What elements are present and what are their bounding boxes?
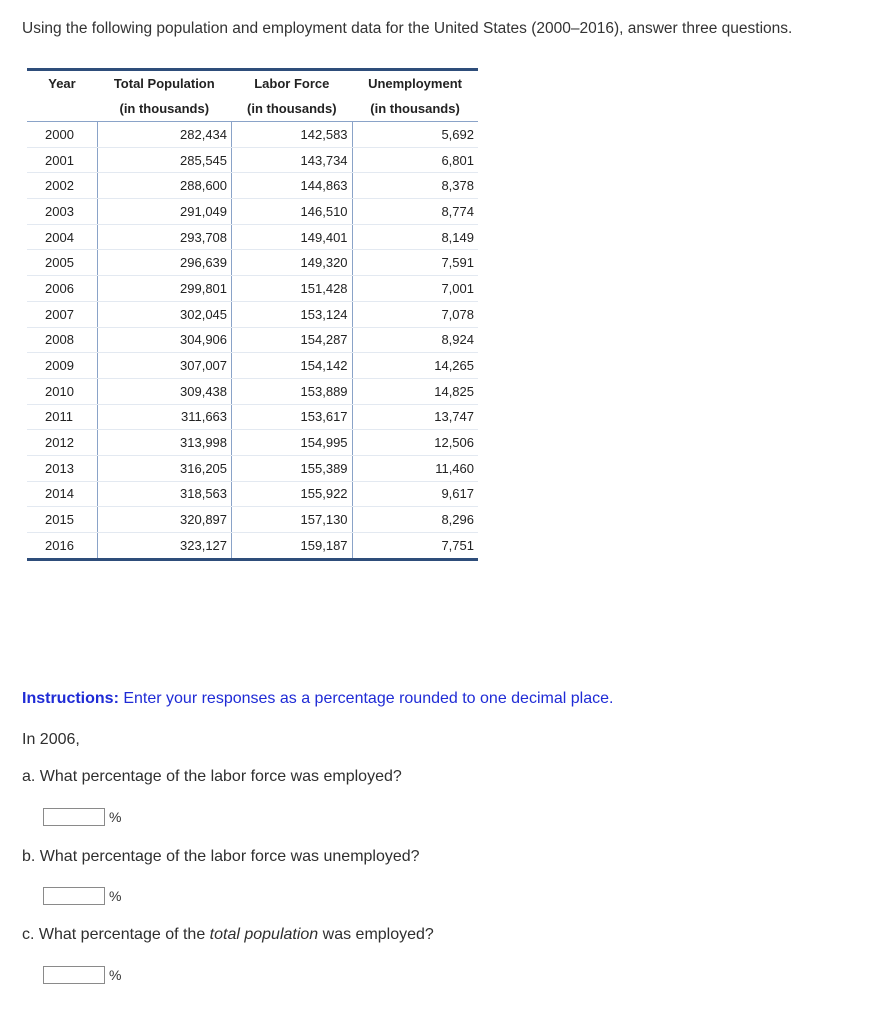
table-row: [27, 199, 478, 225]
cell-total-population: 313,998: [97, 430, 232, 456]
cell-unemployment: 7,078: [352, 301, 478, 327]
instructions: [22, 690, 613, 708]
cell-labor-force: 143,734: [232, 147, 353, 173]
cell-total-population: 293,708: [97, 224, 232, 250]
cell-total-population: 288,600: [97, 173, 232, 199]
cell-year: 2015: [27, 507, 97, 533]
header-unemployment: Unemployment: [368, 76, 462, 91]
table-header-row: [27, 70, 478, 97]
cell-unemployment: 14,825: [352, 378, 478, 404]
cell-unemployment: 12,506: [352, 430, 478, 456]
answer-c-input[interactable]: [43, 966, 105, 984]
table-row: [27, 224, 478, 250]
instructions-label: Instructions:: [22, 690, 119, 707]
cell-unemployment: 8,149: [352, 224, 478, 250]
cell-unemployment: 5,692: [352, 122, 478, 148]
cell-total-population: 309,438: [97, 378, 232, 404]
table-row: [27, 250, 478, 276]
question-a: a. What percentage of the labor force was employed?: [22, 768, 402, 785]
cell-year: 2003: [27, 199, 97, 225]
cell-total-population: 304,906: [97, 327, 232, 353]
table-row: [27, 353, 478, 379]
cell-unemployment: 11,460: [352, 455, 478, 481]
intro-text: Using the following population and employment data for the United States (2000–2016), answer three questions.: [22, 20, 793, 37]
cell-year: 2000: [27, 122, 97, 148]
cell-year: 2006: [27, 276, 97, 302]
cell-unemployment: 8,924: [352, 327, 478, 353]
question-c-prefix: c. What percentage of the: [22, 926, 210, 943]
cell-year: 2002: [27, 173, 97, 199]
answer-b-unit: %: [109, 888, 122, 904]
cell-year: 2014: [27, 481, 97, 507]
cell-year: 2004: [27, 224, 97, 250]
answer-a-unit: %: [109, 809, 122, 825]
cell-unemployment: 7,591: [352, 250, 478, 276]
cell-year: 2011: [27, 404, 97, 430]
subheader-total-population: (in thousands): [97, 96, 232, 122]
cell-total-population: 285,545: [97, 147, 232, 173]
cell-total-population: 323,127: [97, 533, 232, 560]
cell-total-population: 318,563: [97, 481, 232, 507]
cell-unemployment: 8,296: [352, 507, 478, 533]
cell-year: 2008: [27, 327, 97, 353]
cell-labor-force: 153,124: [232, 301, 353, 327]
table-row: [27, 507, 478, 533]
answer-b: [43, 887, 121, 905]
cell-total-population: 307,007: [97, 353, 232, 379]
cell-total-population: 291,049: [97, 199, 232, 225]
cell-labor-force: 153,889: [232, 378, 353, 404]
context-text: In 2006,: [22, 731, 80, 748]
header-labor-force: Labor Force: [254, 76, 330, 91]
cell-labor-force: 153,617: [232, 404, 353, 430]
cell-labor-force: 142,583: [232, 122, 353, 148]
answer-a-input[interactable]: [43, 808, 105, 826]
instructions-text: Enter your responses as a percentage rounded to one decimal place.: [123, 690, 614, 707]
cell-unemployment: 8,774: [352, 199, 478, 225]
answer-c: [43, 966, 121, 984]
table-row: [27, 481, 478, 507]
cell-unemployment: 13,747: [352, 404, 478, 430]
cell-year: 2005: [27, 250, 97, 276]
cell-year: 2001: [27, 147, 97, 173]
cell-labor-force: 154,287: [232, 327, 353, 353]
cell-labor-force: 155,922: [232, 481, 353, 507]
subheader-unemployment: (in thousands): [352, 96, 478, 122]
question-c-emphasis: total population: [209, 926, 319, 943]
header-total-population: Total Population: [113, 76, 215, 91]
cell-total-population: 320,897: [97, 507, 232, 533]
cell-total-population: 311,663: [97, 404, 232, 430]
question-c: [22, 926, 434, 944]
table-row: [27, 430, 478, 456]
cell-year: 2013: [27, 455, 97, 481]
question-c-suffix: was employed?: [318, 926, 434, 943]
cell-labor-force: 154,142: [232, 353, 353, 379]
cell-unemployment: 8,378: [352, 173, 478, 199]
table-row: [27, 533, 478, 560]
answer-c-unit: %: [109, 967, 122, 983]
answer-b-input[interactable]: [43, 887, 105, 905]
cell-total-population: 316,205: [97, 455, 232, 481]
cell-year: 2012: [27, 430, 97, 456]
cell-labor-force: 149,401: [232, 224, 353, 250]
cell-unemployment: 14,265: [352, 353, 478, 379]
cell-year: 2016: [27, 533, 97, 560]
population-table: [27, 68, 478, 561]
cell-total-population: 302,045: [97, 301, 232, 327]
cell-labor-force: 155,389: [232, 455, 353, 481]
table-row: [27, 455, 478, 481]
table-row: [27, 327, 478, 353]
cell-year: 2010: [27, 378, 97, 404]
cell-total-population: 299,801: [97, 276, 232, 302]
subheader-labor-force: (in thousands): [232, 96, 353, 122]
cell-labor-force: 151,428: [232, 276, 353, 302]
cell-unemployment: 7,001: [352, 276, 478, 302]
cell-total-population: 296,639: [97, 250, 232, 276]
subheader-year: [27, 96, 97, 122]
question-b: b. What percentage of the labor force was unemployed?: [22, 848, 420, 865]
cell-labor-force: 149,320: [232, 250, 353, 276]
header-year: Year: [48, 76, 76, 91]
cell-unemployment: 7,751: [352, 533, 478, 560]
table-row: [27, 301, 478, 327]
cell-year: 2009: [27, 353, 97, 379]
cell-labor-force: 157,130: [232, 507, 353, 533]
cell-unemployment: 6,801: [352, 147, 478, 173]
cell-labor-force: 144,863: [232, 173, 353, 199]
table-row: [27, 276, 478, 302]
table-row: [27, 122, 478, 148]
cell-unemployment: 9,617: [352, 481, 478, 507]
cell-labor-force: 154,995: [232, 430, 353, 456]
table-subheader-row: [27, 96, 478, 122]
cell-total-population: 282,434: [97, 122, 232, 148]
table-row: [27, 378, 478, 404]
answer-a: [43, 808, 121, 826]
table-row: [27, 147, 478, 173]
table-row: [27, 404, 478, 430]
table-row: [27, 173, 478, 199]
cell-labor-force: 159,187: [232, 533, 353, 560]
table-body: [27, 122, 478, 560]
cell-year: 2007: [27, 301, 97, 327]
cell-labor-force: 146,510: [232, 199, 353, 225]
